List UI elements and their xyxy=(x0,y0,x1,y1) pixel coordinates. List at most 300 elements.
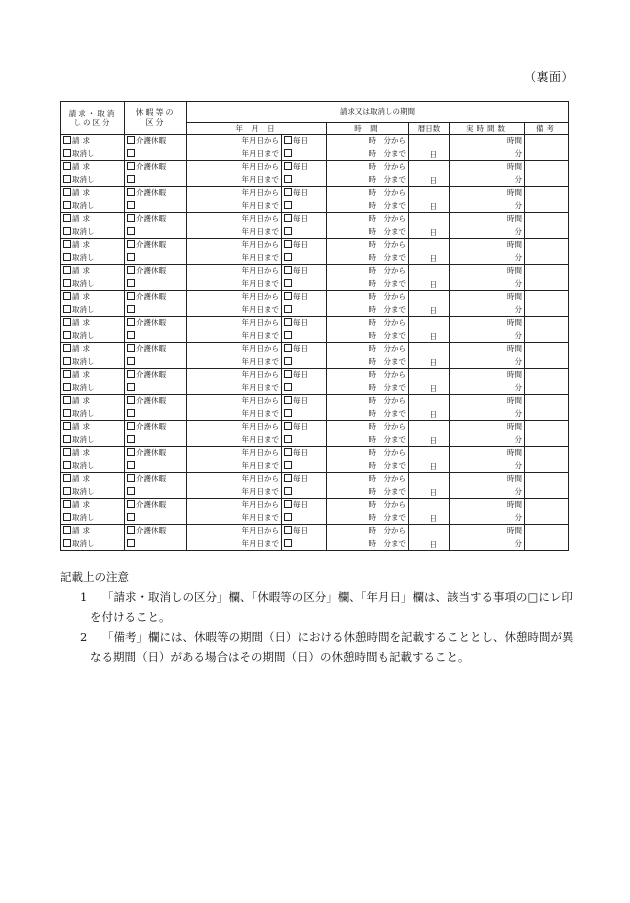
other-leave-option[interactable] xyxy=(125,330,186,343)
checkbox[interactable] xyxy=(284,500,292,508)
checkbox[interactable] xyxy=(127,357,135,365)
checkbox[interactable] xyxy=(284,409,292,417)
other-daily-option[interactable] xyxy=(282,486,326,499)
checkbox[interactable] xyxy=(63,266,71,274)
checkbox[interactable] xyxy=(284,435,292,443)
other-leave-option[interactable] xyxy=(125,538,186,551)
checkbox[interactable] xyxy=(284,318,292,326)
daily-option[interactable]: 毎日 xyxy=(282,499,326,512)
checkbox[interactable] xyxy=(63,240,71,248)
checkbox[interactable] xyxy=(284,149,292,157)
time-cell[interactable] xyxy=(327,239,409,265)
cancel-option[interactable]: 取消し xyxy=(61,538,124,551)
care-leave-option[interactable]: 介護休暇 xyxy=(125,161,186,174)
request-category-cell xyxy=(61,135,125,161)
request-option[interactable]: 請求 xyxy=(61,161,124,174)
checkbox[interactable] xyxy=(63,526,71,534)
actual-hours-cell[interactable] xyxy=(450,161,525,187)
date-from: 年月日から xyxy=(241,448,279,457)
date-from: 年月日から xyxy=(241,344,279,353)
checkbox[interactable] xyxy=(127,149,135,157)
other-daily-option[interactable] xyxy=(282,434,326,447)
checkbox[interactable] xyxy=(63,136,71,144)
remarks-cell[interactable] xyxy=(525,473,569,499)
checkbox[interactable] xyxy=(127,136,135,144)
cancel-option[interactable]: 取消し xyxy=(61,486,124,499)
care-leave-option[interactable]: 介護休暇 xyxy=(125,369,186,382)
note-item-2 xyxy=(60,627,580,667)
time-cell[interactable] xyxy=(327,473,409,499)
request-option[interactable]: 請求 xyxy=(61,239,124,252)
daily-option[interactable]: 毎日 xyxy=(282,447,326,460)
daily-option[interactable]: 毎日 xyxy=(282,369,326,382)
checkbox[interactable] xyxy=(284,370,292,378)
date-cell[interactable] xyxy=(187,187,282,213)
remarks-cell[interactable] xyxy=(525,161,569,187)
time-cell[interactable] xyxy=(327,395,409,421)
care-leave-option[interactable]: 介護休暇 xyxy=(125,395,186,408)
checkbox[interactable] xyxy=(127,435,135,443)
cancel-option[interactable]: 取消し xyxy=(61,512,124,525)
other-leave-option[interactable] xyxy=(125,460,186,473)
checkbox[interactable] xyxy=(127,201,135,209)
remarks-cell[interactable] xyxy=(525,395,569,421)
request-option[interactable]: 請求 xyxy=(61,369,124,382)
date-cell[interactable] xyxy=(187,447,282,473)
days-cell[interactable] xyxy=(409,395,450,421)
actual-hours-cell[interactable] xyxy=(450,239,525,265)
actual-hours-cell[interactable] xyxy=(450,447,525,473)
checkbox[interactable] xyxy=(63,175,71,183)
date-cell[interactable] xyxy=(187,369,282,395)
minute-unit: 分 xyxy=(514,512,522,522)
checkbox[interactable] xyxy=(284,539,292,547)
checkbox[interactable] xyxy=(127,513,135,521)
other-leave-option[interactable] xyxy=(125,278,186,291)
time-cell[interactable] xyxy=(327,317,409,343)
cancel-option[interactable]: 取消し xyxy=(61,174,124,187)
checkbox[interactable] xyxy=(284,357,292,365)
request-option[interactable]: 請求 xyxy=(61,213,124,226)
other-leave-option[interactable] xyxy=(125,408,186,421)
day-unit: 日 xyxy=(429,331,437,341)
other-leave-option[interactable] xyxy=(125,148,186,161)
other-daily-option[interactable] xyxy=(282,382,326,395)
date-cell[interactable] xyxy=(187,343,282,369)
checkbox[interactable] xyxy=(284,136,292,144)
days-cell[interactable] xyxy=(409,239,450,265)
date-cell[interactable] xyxy=(187,161,282,187)
daily-option[interactable]: 毎日 xyxy=(282,317,326,330)
checkbox[interactable] xyxy=(63,227,71,235)
daily-option[interactable]: 毎日 xyxy=(282,473,326,486)
request-option[interactable]: 請求 xyxy=(61,291,124,304)
cancel-option[interactable]: 取消し xyxy=(61,252,124,265)
remarks-cell[interactable] xyxy=(525,187,569,213)
days-cell[interactable] xyxy=(409,343,450,369)
checkbox[interactable] xyxy=(284,331,292,339)
daily-option[interactable]: 毎日 xyxy=(282,213,326,226)
cancel-option[interactable]: 取消し xyxy=(61,434,124,447)
date-cell[interactable] xyxy=(187,473,282,499)
date-cell[interactable] xyxy=(187,395,282,421)
cancel-option[interactable]: 取消し xyxy=(61,226,124,239)
checkbox[interactable] xyxy=(284,188,292,196)
care-leave-option[interactable]: 介護休暇 xyxy=(125,213,186,226)
days-cell[interactable] xyxy=(409,317,450,343)
date-cell[interactable] xyxy=(187,291,282,317)
checkbox[interactable] xyxy=(63,409,71,417)
remarks-cell[interactable] xyxy=(525,369,569,395)
checkbox[interactable] xyxy=(284,279,292,287)
checkbox[interactable] xyxy=(127,175,135,183)
cancel-option[interactable]: 取消し xyxy=(61,330,124,343)
actual-hours-cell[interactable] xyxy=(450,473,525,499)
other-daily-option[interactable] xyxy=(282,538,326,551)
minute-unit: 分 xyxy=(514,382,522,392)
request-option[interactable]: 請求 xyxy=(61,421,124,434)
daily-option[interactable]: 毎日 xyxy=(282,421,326,434)
days-cell[interactable] xyxy=(409,187,450,213)
other-leave-option[interactable] xyxy=(125,304,186,317)
date-cell[interactable] xyxy=(187,213,282,239)
other-daily-option[interactable] xyxy=(282,512,326,525)
time-cell[interactable] xyxy=(327,369,409,395)
care-leave-option[interactable]: 介護休暇 xyxy=(125,135,186,148)
actual-hours-cell[interactable] xyxy=(450,265,525,291)
checkbox[interactable] xyxy=(127,500,135,508)
checkbox[interactable] xyxy=(127,383,135,391)
checkbox[interactable] xyxy=(127,422,135,430)
leave-category-cell xyxy=(125,161,187,187)
actual-hours-cell[interactable] xyxy=(450,499,525,525)
care-leave-option[interactable]: 介護休暇 xyxy=(125,447,186,460)
other-daily-option[interactable] xyxy=(282,408,326,421)
checkbox[interactable] xyxy=(63,201,71,209)
cancel-option[interactable]: 取消し xyxy=(61,278,124,291)
remarks-cell[interactable] xyxy=(525,343,569,369)
other-daily-option[interactable] xyxy=(282,304,326,317)
time-cell[interactable] xyxy=(327,499,409,525)
hour-unit: 時間 xyxy=(507,292,522,301)
date-cell[interactable] xyxy=(187,421,282,447)
date-cell[interactable] xyxy=(187,239,282,265)
checkbox[interactable] xyxy=(284,396,292,404)
other-daily-option[interactable] xyxy=(282,460,326,473)
request-option[interactable]: 請求 xyxy=(61,317,124,330)
checkbox[interactable] xyxy=(284,344,292,352)
checkbox[interactable] xyxy=(63,370,71,378)
checkbox[interactable] xyxy=(284,422,292,430)
other-daily-option[interactable] xyxy=(282,278,326,291)
days-cell[interactable] xyxy=(409,499,450,525)
checkbox[interactable] xyxy=(63,162,71,170)
days-cell[interactable] xyxy=(409,265,450,291)
care-leave-option[interactable]: 介護休暇 xyxy=(125,525,186,538)
actual-hours-cell[interactable] xyxy=(450,135,525,161)
checkbox[interactable] xyxy=(63,357,71,365)
care-leave-option[interactable]: 介護休暇 xyxy=(125,499,186,512)
request-option[interactable]: 請求 xyxy=(61,265,124,278)
checkbox[interactable] xyxy=(284,175,292,183)
checkbox[interactable] xyxy=(63,474,71,482)
actual-hours-cell[interactable] xyxy=(450,187,525,213)
checkbox[interactable] xyxy=(284,305,292,313)
checkbox[interactable] xyxy=(127,396,135,404)
checkbox[interactable] xyxy=(63,279,71,287)
checkbox[interactable] xyxy=(127,292,135,300)
checkbox[interactable] xyxy=(127,214,135,222)
remarks-cell[interactable] xyxy=(525,265,569,291)
time-cell[interactable] xyxy=(327,265,409,291)
remarks-cell[interactable] xyxy=(525,135,569,161)
other-daily-option[interactable] xyxy=(282,226,326,239)
checkbox[interactable] xyxy=(127,240,135,248)
request-option[interactable]: 請求 xyxy=(61,447,124,460)
time-cell[interactable] xyxy=(327,187,409,213)
actual-hours-cell[interactable] xyxy=(450,421,525,447)
date-to: 年月日まで xyxy=(241,174,279,184)
checkbox[interactable] xyxy=(284,526,292,534)
other-leave-option[interactable] xyxy=(125,486,186,499)
request-option[interactable]: 請求 xyxy=(61,499,124,512)
days-cell[interactable] xyxy=(409,421,450,447)
form-row xyxy=(61,369,569,395)
days-cell[interactable] xyxy=(409,161,450,187)
header-time: 時 間 xyxy=(327,123,409,135)
checkbox[interactable] xyxy=(127,305,135,313)
time-from: 時 分から xyxy=(368,500,406,509)
time-cell[interactable] xyxy=(327,213,409,239)
other-daily-option[interactable] xyxy=(282,200,326,213)
checkbox[interactable] xyxy=(63,422,71,430)
remarks-cell[interactable] xyxy=(525,239,569,265)
checkbox[interactable] xyxy=(127,188,135,196)
cancel-option[interactable]: 取消し xyxy=(61,460,124,473)
checkbox[interactable] xyxy=(63,188,71,196)
checkbox[interactable] xyxy=(63,448,71,456)
day-unit: 日 xyxy=(429,201,437,211)
other-leave-option[interactable] xyxy=(125,174,186,187)
request-option[interactable]: 請求 xyxy=(61,395,124,408)
request-option[interactable]: 請求 xyxy=(61,187,124,200)
other-daily-option[interactable] xyxy=(282,330,326,343)
request-category-cell xyxy=(61,161,125,187)
request-option[interactable]: 請求 xyxy=(61,473,124,486)
checkbox[interactable] xyxy=(63,461,71,469)
care-leave-option[interactable]: 介護休暇 xyxy=(125,343,186,356)
checkbox[interactable] xyxy=(127,279,135,287)
other-leave-option[interactable] xyxy=(125,252,186,265)
checkbox[interactable] xyxy=(284,461,292,469)
leave-category-cell xyxy=(125,317,187,343)
checkbox[interactable] xyxy=(284,383,292,391)
other-daily-option[interactable] xyxy=(282,356,326,369)
checkbox[interactable] xyxy=(63,214,71,222)
date-cell[interactable] xyxy=(187,317,282,343)
day-unit: 日 xyxy=(429,383,437,393)
date-cell[interactable] xyxy=(187,135,282,161)
cancel-option[interactable]: 取消し xyxy=(61,408,124,421)
checkbox[interactable] xyxy=(284,227,292,235)
time-cell[interactable] xyxy=(327,135,409,161)
cancel-option[interactable]: 取消し xyxy=(61,382,124,395)
checkbox[interactable] xyxy=(127,162,135,170)
other-leave-option[interactable] xyxy=(125,382,186,395)
checkbox[interactable] xyxy=(63,513,71,521)
checkbox[interactable] xyxy=(63,383,71,391)
daily-option[interactable]: 毎日 xyxy=(282,161,326,174)
care-leave-option[interactable]: 介護休暇 xyxy=(125,473,186,486)
other-leave-option[interactable] xyxy=(125,512,186,525)
care-leave-option[interactable]: 介護休暇 xyxy=(125,187,186,200)
daily-option[interactable]: 毎日 xyxy=(282,291,326,304)
date-cell[interactable] xyxy=(187,499,282,525)
checkbox[interactable] xyxy=(284,448,292,456)
daily-option[interactable]: 毎日 xyxy=(282,135,326,148)
checkbox[interactable] xyxy=(63,435,71,443)
checkbox[interactable] xyxy=(63,344,71,352)
minute-unit: 分 xyxy=(514,252,522,262)
remarks-cell[interactable] xyxy=(525,447,569,473)
date-cell[interactable] xyxy=(187,525,282,551)
checkbox[interactable] xyxy=(63,396,71,404)
cancel-option[interactable]: 取消し xyxy=(61,356,124,369)
form-row xyxy=(61,239,569,265)
time-cell[interactable] xyxy=(327,421,409,447)
checkbox[interactable] xyxy=(63,305,71,313)
remarks-cell[interactable] xyxy=(525,499,569,525)
checkbox[interactable] xyxy=(127,266,135,274)
care-leave-option[interactable]: 介護休暇 xyxy=(125,291,186,304)
checkbox[interactable] xyxy=(63,292,71,300)
checkbox[interactable] xyxy=(127,331,135,339)
date-from: 年月日から xyxy=(241,318,279,327)
care-leave-option[interactable]: 介護休暇 xyxy=(125,421,186,434)
remarks-cell[interactable] xyxy=(525,317,569,343)
care-leave-option[interactable]: 介護休暇 xyxy=(125,265,186,278)
days-cell[interactable] xyxy=(409,447,450,473)
actual-hours-cell[interactable] xyxy=(450,291,525,317)
days-cell[interactable] xyxy=(409,213,450,239)
minute-unit: 分 xyxy=(514,538,522,548)
date-to: 年月日まで xyxy=(241,382,279,392)
care-leave-option[interactable]: 介護休暇 xyxy=(125,317,186,330)
checkbox[interactable] xyxy=(127,409,135,417)
checkbox[interactable] xyxy=(63,318,71,326)
checkbox[interactable] xyxy=(63,487,71,495)
days-cell[interactable] xyxy=(409,135,450,161)
checkbox[interactable] xyxy=(127,344,135,352)
checkbox[interactable] xyxy=(63,500,71,508)
other-daily-option[interactable] xyxy=(282,148,326,161)
checkbox[interactable] xyxy=(284,487,292,495)
daily-option[interactable]: 毎日 xyxy=(282,343,326,356)
checkbox[interactable] xyxy=(284,162,292,170)
remarks-cell[interactable] xyxy=(525,421,569,447)
time-cell[interactable] xyxy=(327,525,409,551)
checkbox[interactable] xyxy=(63,253,71,261)
checkbox[interactable] xyxy=(127,227,135,235)
actual-hours-cell[interactable] xyxy=(450,525,525,551)
checkbox[interactable] xyxy=(127,318,135,326)
other-daily-option[interactable] xyxy=(282,252,326,265)
other-leave-option[interactable] xyxy=(125,226,186,239)
checkbox[interactable] xyxy=(63,149,71,157)
remarks-cell[interactable] xyxy=(525,213,569,239)
checkbox[interactable] xyxy=(127,448,135,456)
request-option[interactable]: 請求 xyxy=(61,135,124,148)
checkbox[interactable] xyxy=(284,266,292,274)
checkbox[interactable] xyxy=(284,253,292,261)
cancel-option[interactable]: 取消し xyxy=(61,200,124,213)
cancel-option[interactable]: 取消し xyxy=(61,148,124,161)
checkbox[interactable] xyxy=(284,292,292,300)
care-leave-option[interactable]: 介護休暇 xyxy=(125,239,186,252)
actual-hours-cell[interactable] xyxy=(450,317,525,343)
request-option[interactable]: 請求 xyxy=(61,343,124,356)
time-cell[interactable] xyxy=(327,447,409,473)
checkbox[interactable] xyxy=(63,331,71,339)
checkbox[interactable] xyxy=(284,474,292,482)
daily-option[interactable]: 毎日 xyxy=(282,395,326,408)
daily-option[interactable]: 毎日 xyxy=(282,525,326,538)
other-daily-option[interactable] xyxy=(282,174,326,187)
time-to: 時 分まで xyxy=(368,460,406,470)
daily-cell xyxy=(282,369,327,395)
checkbox[interactable] xyxy=(284,214,292,222)
actual-hours-cell[interactable] xyxy=(450,343,525,369)
remarks-cell[interactable] xyxy=(525,291,569,317)
daily-option[interactable]: 毎日 xyxy=(282,265,326,278)
time-cell[interactable] xyxy=(327,161,409,187)
checkbox[interactable] xyxy=(127,253,135,261)
time-cell[interactable] xyxy=(327,291,409,317)
checkbox[interactable] xyxy=(284,240,292,248)
checkbox[interactable] xyxy=(127,526,135,534)
remarks-cell[interactable] xyxy=(525,525,569,551)
form-row xyxy=(61,213,569,239)
days-cell[interactable] xyxy=(409,291,450,317)
checkbox[interactable] xyxy=(127,487,135,495)
date-cell[interactable] xyxy=(187,265,282,291)
actual-hours-cell[interactable] xyxy=(450,395,525,421)
request-option[interactable]: 請求 xyxy=(61,525,124,538)
checkbox[interactable] xyxy=(63,539,71,547)
checkbox[interactable] xyxy=(127,370,135,378)
days-cell[interactable] xyxy=(409,369,450,395)
page-side-label: （裏面） xyxy=(524,70,575,84)
time-cell[interactable] xyxy=(327,343,409,369)
checkbox[interactable] xyxy=(284,201,292,209)
checkbox[interactable] xyxy=(127,461,135,469)
other-leave-option[interactable] xyxy=(125,434,186,447)
cancel-option[interactable]: 取消し xyxy=(61,304,124,317)
hour-unit: 時間 xyxy=(507,370,522,379)
hour-unit: 時間 xyxy=(507,136,522,145)
actual-hours-cell[interactable] xyxy=(450,213,525,239)
actual-hours-cell[interactable] xyxy=(450,369,525,395)
days-cell[interactable] xyxy=(409,525,450,551)
other-leave-option[interactable] xyxy=(125,356,186,369)
checkbox[interactable] xyxy=(127,539,135,547)
other-leave-option[interactable] xyxy=(125,200,186,213)
daily-option[interactable]: 毎日 xyxy=(282,239,326,252)
days-cell[interactable] xyxy=(409,473,450,499)
checkbox[interactable] xyxy=(127,474,135,482)
checkbox[interactable] xyxy=(284,513,292,521)
daily-option[interactable]: 毎日 xyxy=(282,187,326,200)
